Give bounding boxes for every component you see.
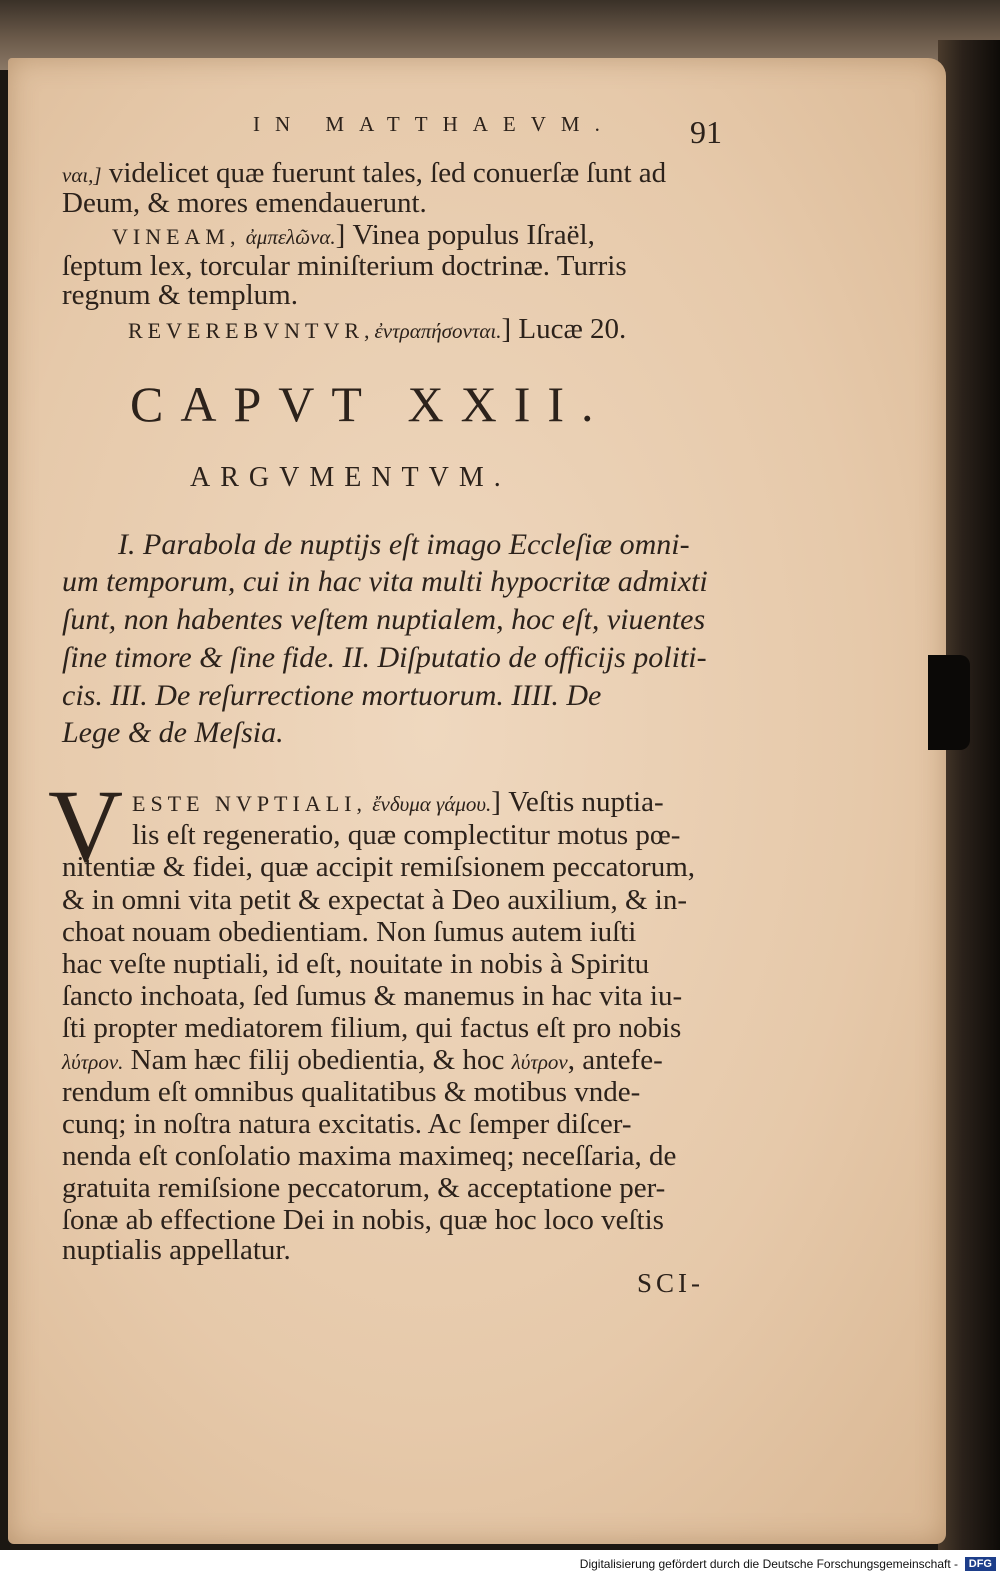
argument-line: Lege & de Meſsia.	[62, 716, 284, 749]
page-marker-tab	[928, 655, 970, 750]
text-line: & in omni vita petit & expectat à Deo auxilium, & in-	[62, 884, 687, 916]
text-line: nenda eſt conſolatio maxima maximeq; neceſſaria, de	[62, 1140, 677, 1172]
text-line: rendum eſt omnibus qualitatibus & motibus vnde-	[62, 1076, 641, 1108]
argument-line: I. Parabola de nuptijs eſt imago Eccleſiæ omni-	[118, 528, 690, 561]
dfg-logo: DFG	[965, 1557, 996, 1571]
running-head: IN MATTHAEVM.	[253, 112, 615, 136]
line-text: , antefe-	[567, 1044, 663, 1076]
line-text: Deum, & mores emendauerunt.	[62, 187, 427, 219]
text-line	[62, 157, 726, 190]
line-text: ] Lucæ 20.	[501, 313, 627, 345]
text-line: choat nouam obedientiam. Non ſumus autem iuſti	[62, 916, 637, 948]
text-line: ſancto inchoata, ſed ſumus & manemus in hac vita iu-	[62, 980, 683, 1012]
page-number: 91	[690, 114, 722, 150]
greek-word: ναι,]	[62, 163, 102, 187]
chapter-title: CAPVT XXII.	[130, 376, 611, 432]
greek-word: ἐντραπήσονται.	[374, 319, 502, 343]
catchword: SCI-	[637, 1268, 705, 1298]
footer-bar	[0, 1550, 1000, 1574]
footer-credit: Digitalisierung gefördert durch die Deutsche Forschungsgemeinschaft -	[579, 1557, 958, 1571]
argument-line: ſunt, non habentes veſtem nuptialem, hoc eſt, viuentes	[62, 603, 706, 636]
argument-line: cis. III. De reſurrectione mortuorum. IIII. De	[62, 679, 602, 712]
small-caps-lemma: ESTE NVPTIALI,	[132, 791, 367, 816]
line-text: videlicet quæ fuerunt tales, ſed conuerſæ ſunt ad	[101, 157, 667, 189]
small-caps-lemma: VINEAM,	[112, 224, 241, 249]
text-line	[132, 786, 726, 819]
line-text: ſeptum lex, torcular miniſterium doctrinæ. Turris	[62, 250, 627, 282]
book-spine	[938, 40, 1000, 1550]
drop-cap: V	[48, 769, 124, 884]
small-caps-lemma: REVEREBVNTVR,	[128, 318, 375, 343]
text-line	[112, 219, 776, 252]
text-line	[128, 313, 792, 346]
line-text: Nam hæc filij obedientia, & hoc	[123, 1044, 512, 1076]
greek-word: ἀμπελῶνα.	[240, 225, 336, 249]
text-line: gratuita remiſsione peccatorum, & acceptatione per-	[62, 1172, 666, 1204]
argument-title: ARGVMENTVM.	[190, 462, 511, 493]
text-line: ſonæ ab effectione Dei in nobis, quæ hoc loco veſtis	[62, 1204, 664, 1236]
text-line	[62, 187, 726, 220]
text-line: cunq; in noſtra natura excitatis. Ac ſemper diſcer-	[62, 1108, 632, 1140]
text-line: lis eſt regeneratio, quæ complectitur motus pœ-	[132, 819, 681, 851]
text-line: ſti propter mediatorem filium, qui factus eſt pro nobis	[62, 1012, 682, 1044]
text-line: nitentiæ & fidei, quæ accipit remiſsionem peccatorum,	[62, 851, 696, 883]
text-line	[62, 279, 726, 312]
line-text: ] Vinea populus Iſraël,	[335, 219, 595, 251]
line-text: regnum & templum.	[62, 279, 298, 311]
line-text: ] Veſtis nuptia-	[491, 786, 664, 818]
text-line: nuptialis appellatur.	[62, 1234, 291, 1266]
argument-line: ſine timore & ſine fide. II. Diſputatio de officijs politi-	[62, 641, 707, 674]
argument-line: um temporum, cui in hac vita multi hypocritæ admixti	[62, 565, 708, 598]
greek-word: λύτρον	[511, 1050, 568, 1074]
greek-word: ἔνδυμα γάμου.	[366, 792, 492, 816]
text-line	[62, 1044, 726, 1077]
text-line: hac veſte nuptiali, id eſt, nouitate in nobis à Spiritu	[62, 948, 650, 980]
greek-word: λύτρον.	[62, 1050, 124, 1074]
